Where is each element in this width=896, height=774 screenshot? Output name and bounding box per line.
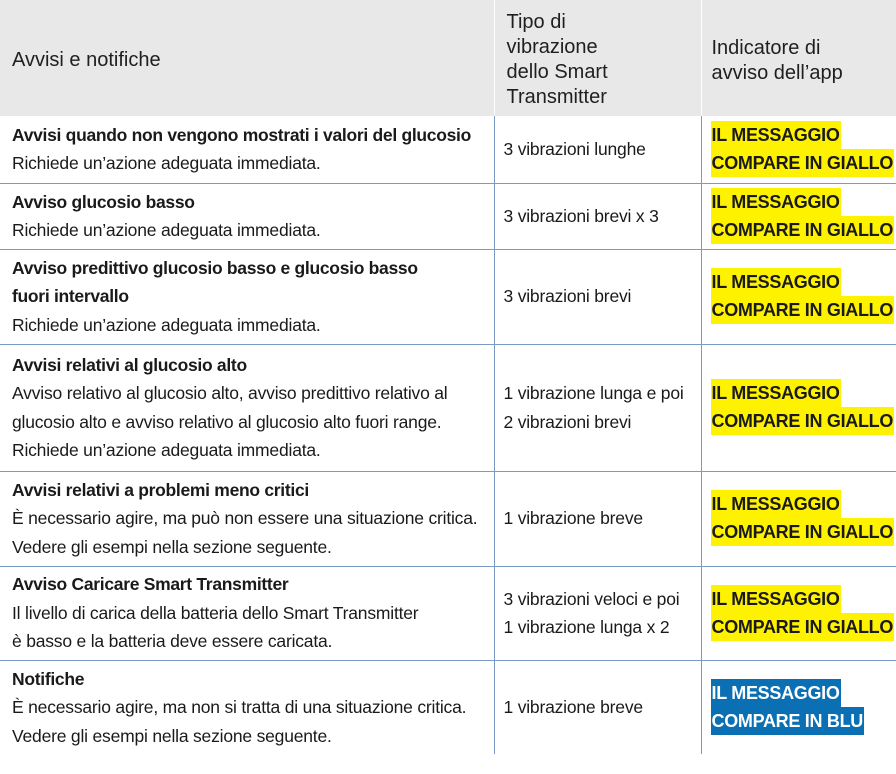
indicator-cell [701, 116, 896, 183]
badge-line: COMPARE IN GIALLO [711, 149, 895, 177]
alert-description-cell [0, 660, 494, 754]
yellow-message-badge [711, 188, 895, 244]
header-col3-line: Indicatore di [711, 37, 821, 59]
badge-line: IL MESSAGGIO [711, 490, 841, 518]
header-col2-line: vibrazione [506, 36, 598, 58]
badge-line: COMPARE IN GIALLO [711, 613, 895, 641]
alert-description-cell [0, 116, 494, 183]
vibration-cell [494, 183, 701, 249]
alert-title: Avviso Caricare Smart Transmitter [12, 574, 289, 595]
vibration-cell [494, 471, 701, 566]
alert-description: Vedere gli esempi nella sezione seguente. [12, 725, 332, 746]
alert-description: Richiede un’azione adeguata immediata. [12, 153, 321, 174]
vibration-cell [494, 116, 701, 183]
table-row [0, 660, 896, 754]
table-row [0, 249, 896, 344]
table-row [0, 471, 896, 566]
badge-line: COMPARE IN GIALLO [711, 407, 895, 435]
yellow-message-badge [711, 268, 895, 324]
yellow-message-badge [711, 121, 895, 177]
header-col2-line: Transmitter [506, 86, 607, 108]
badge-line: COMPARE IN GIALLO [711, 216, 895, 244]
vibration-text: 1 vibrazione lunga e poi [503, 383, 684, 403]
badge-line: IL MESSAGGIO [711, 188, 841, 216]
alert-title: Avvisi relativi a problemi meno critici [12, 479, 309, 500]
alert-title: Notifiche [12, 668, 85, 689]
alert-description-cell [0, 471, 494, 566]
alert-description: Il livello di carica della batteria dello Smart Transmitter [12, 602, 419, 623]
vibration-cell [494, 344, 701, 471]
yellow-message-badge [711, 490, 895, 546]
vibration-text: 3 vibrazioni lunghe [503, 139, 646, 159]
alert-description-cell [0, 566, 494, 660]
indicator-cell [701, 183, 896, 249]
blue-message-badge [711, 679, 864, 735]
header-app-indicator [701, 0, 896, 116]
header-vibration-type [494, 0, 701, 116]
alert-description: Richiede un’azione adeguata immediata. [12, 220, 321, 240]
vibration-cell [494, 249, 701, 344]
header-col2-line: Tipo di [506, 11, 566, 33]
header-col1-label: Avvisi e notifiche [12, 48, 161, 71]
badge-line: COMPARE IN BLU [711, 707, 864, 735]
badge-line: IL MESSAGGIO [711, 585, 841, 613]
table-row [0, 566, 896, 660]
badge-line: IL MESSAGGIO [711, 379, 841, 407]
alert-description-cell [0, 183, 494, 249]
header-alerts-notifications [0, 0, 494, 116]
alert-title: Avvisi relativi al glucosio alto [12, 354, 247, 375]
vibration-text: 3 vibrazioni veloci e poi [503, 588, 680, 609]
alert-description-cell [0, 249, 494, 344]
alert-description: glucosio alto e avviso relativo al glucosio alto fuori range. [12, 411, 442, 432]
vibration-cell [494, 660, 701, 754]
indicator-cell [701, 249, 896, 344]
badge-line: IL MESSAGGIO [711, 268, 841, 296]
vibration-text: 3 vibrazioni brevi x 3 [503, 205, 659, 226]
vibration-text: 1 vibrazione lunga x 2 [503, 617, 670, 637]
alert-description-cell [0, 344, 494, 471]
badge-line: COMPARE IN GIALLO [711, 296, 895, 324]
table-row [0, 116, 896, 183]
vibration-text: 1 vibrazione breve [503, 697, 643, 717]
indicator-cell [701, 471, 896, 566]
table-header-row [0, 0, 896, 116]
alert-description: Richiede un’azione adeguata immediata. [12, 440, 321, 460]
badge-line: IL MESSAGGIO [711, 121, 841, 149]
alert-description: È necessario agire, ma non si tratta di una situazione critica. [12, 697, 467, 717]
alert-title: Avviso glucosio basso [12, 191, 195, 212]
indicator-cell [701, 566, 896, 660]
alert-description: Richiede un’azione adeguata immediata. [12, 314, 321, 335]
badge-line: IL MESSAGGIO [711, 679, 841, 707]
yellow-message-badge [711, 379, 895, 435]
table-row [0, 183, 896, 249]
vibration-cell [494, 566, 701, 660]
alert-description: è basso e la batteria deve essere caricata. [12, 631, 333, 652]
indicator-cell [701, 344, 896, 471]
alert-description: Vedere gli esempi nella sezione seguente. [12, 536, 332, 557]
vibration-text: 2 vibrazioni brevi [503, 411, 632, 432]
alert-title: Avvisi quando non vengono mostrati i valori del glucosio [12, 124, 471, 145]
table-row [0, 344, 896, 471]
vibration-text: 3 vibrazioni brevi [503, 286, 632, 307]
alert-description: Avviso relativo al glucosio alto, avviso predittivo relativo al [12, 383, 448, 403]
header-col2-line: dello Smart [506, 61, 608, 83]
alert-description: È necessario agire, ma può non essere una situazione critica. [12, 508, 478, 529]
yellow-message-badge [711, 585, 895, 641]
header-col3-line: avviso dell’app [711, 62, 843, 84]
alert-title: Avviso predittivo glucosio basso e glucosio basso [12, 257, 418, 278]
alert-title: fuori intervallo [12, 286, 129, 307]
indicator-cell [701, 660, 896, 754]
badge-line: COMPARE IN GIALLO [711, 518, 895, 546]
vibration-text: 1 vibrazione breve [503, 508, 643, 529]
